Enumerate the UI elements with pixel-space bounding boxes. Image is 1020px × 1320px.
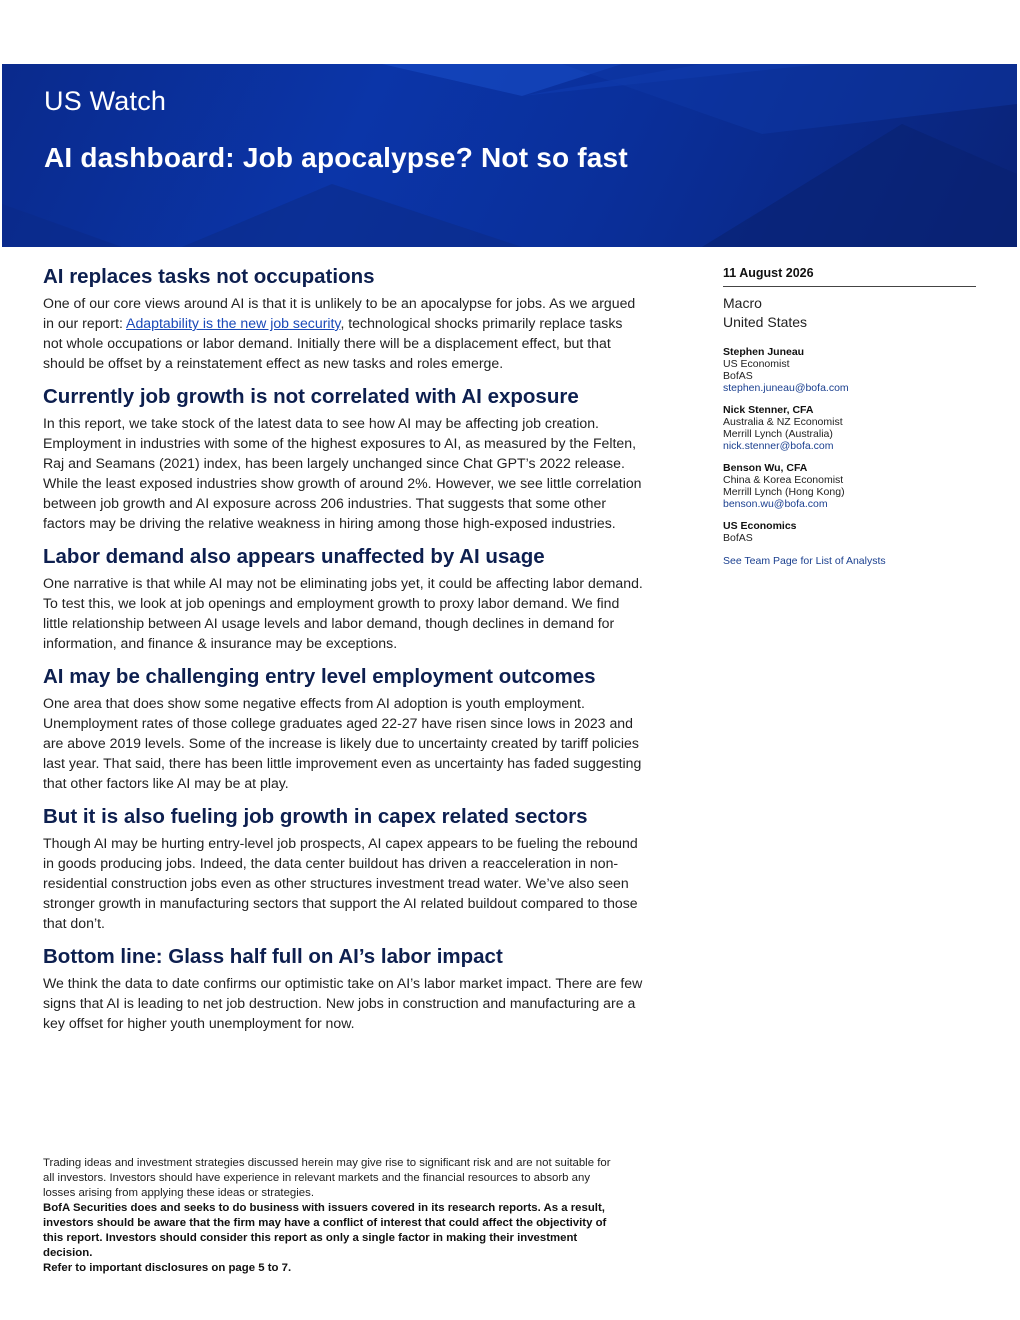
report-region [723, 294, 976, 332]
disclosures-reference: Refer to important disclosures on page 5 to 7. [43, 1262, 292, 1274]
analyst-title: US Economist [723, 358, 790, 370]
analyst-firm: Merrill Lynch (Australia) [723, 428, 833, 440]
disclaimer-text: Trading ideas and investment strategies discussed herein may give rise to significant risk and are not suitable for all investors. Investors should have experience in relevant markets and the financial resources to absorb any losses arising from applying these ideas or strategies. [43, 1157, 611, 1199]
disclaimer-conflict: BofA Securities does and seeks to do business with issuers covered in its research reports. As a result, investors should be aware that the firm may have a conflict of interest that could affect the objectivity of this report. Investors should consider this report as only a single factor in making their investment decision. [43, 1202, 607, 1259]
team-card [723, 520, 976, 544]
report-series: US Watch [44, 86, 167, 116]
analyst-name: Stephen Juneau [723, 346, 805, 358]
section-heading: Labor demand also appears unaffected by AI usage [43, 545, 545, 568]
analyst-title: Australia & NZ Economist [723, 416, 843, 428]
analyst-email[interactable]: nick.stenner@bofa.com [723, 440, 834, 452]
section-tasks [43, 264, 643, 373]
analyst-name: Benson Wu, CFA [723, 462, 808, 474]
section-labor-demand [43, 544, 643, 653]
team-page-link[interactable]: See Team Page for List of Analysts [723, 555, 886, 567]
section-body: One area that does show some negative effects from AI adoption is youth employment. Unemployment rates of those college graduates aged 22-27 have risen since lows in 2023 and are above 2019 levels. Some of the increase is likely due to uncertainty created by tariff policies last year. That said, there has been little improvement even as uncertainty has faded suggesting that other factors like AI may be at play. [43, 695, 642, 791]
section-heading: Bottom line: Glass half full on AI’s labor impact [43, 945, 503, 968]
section-heading: AI may be challenging entry level employment outcomes [43, 665, 596, 688]
analyst-email[interactable]: benson.wu@bofa.com [723, 498, 828, 510]
section-capex [43, 804, 643, 933]
main-content [43, 264, 643, 1044]
section-body-text: , technological shocks primarily replace tasks not whole occupations or labor demand. Initially there will be a displacement effect, but that should be offset by a reinstatement effect as new tasks and roles emerge. [43, 315, 623, 371]
team-name: US Economics [723, 520, 797, 532]
section-job-growth [43, 384, 643, 533]
analyst-email[interactable]: stephen.juneau@bofa.com [723, 382, 849, 394]
analyst-name: Nick Stenner, CFA [723, 404, 814, 416]
section-body-text: One of our core views around AI is that it is unlikely to be an apocalypse for jobs. As we argued in our report: [43, 295, 636, 331]
section-entry-level [43, 664, 643, 793]
section-heading: But it is also fueling job growth in capex related sectors [43, 805, 588, 828]
section-body: Though AI may be hurting entry-level job prospects, AI capex appears to be fueling the rebound in goods producing jobs. Indeed, the data center buildout has driven a reacceleration in non-residential construction jobs even as other structures investment tread water. We’ve also seen stronger growth in manufacturing sectors that support the AI related buildout compared to those that don’t. [43, 835, 638, 931]
section-body: One narrative is that while AI may not be eliminating jobs yet, it could be affecting labor demand. To test this, we look at job openings and employment growth to proxy labor demand. We find little relationship between AI usage levels and labor demand, though declines in demand for information, and finance & insurance may be exceptions. [43, 575, 643, 651]
section-body: In this report, we take stock of the latest data to see how AI may be affecting job creation. Employment in industries with some of the highest exposures to AI, as measured by the Felten, Raj and Seamans (2021) index, has been largely unchanged since Chat GPT’s 2022 release. While the least exposed industries show growth of around 2%. However, we see little correlation between job growth and AI exposure across 206 industries. That suggests that some other factors may be driving the relative weakness in hiring among those high-exposed industries. [43, 415, 642, 531]
region-label: United States [723, 314, 808, 330]
disclaimer [43, 1156, 613, 1276]
analyst-card [723, 404, 976, 452]
section-body: We think the data to date confirms our optimistic take on AI’s labor market impact. There are few signs that AI is leading to net job destruction. New jobs in construction and manufacturing are a key offset for higher youth unemployment for now. [43, 975, 643, 1031]
header-banner [2, 64, 1017, 247]
section-heading: AI replaces tasks not occupations [43, 265, 375, 288]
sidebar [723, 266, 976, 567]
analyst-card [723, 462, 976, 510]
analyst-firm: Merrill Lynch (Hong Kong) [723, 486, 845, 498]
category-label: Macro [723, 295, 762, 311]
analyst-title: China & Korea Economist [723, 474, 844, 486]
report-date: 11 August 2026 [723, 266, 976, 287]
section-body [43, 293, 643, 373]
team-firm: BofAS [723, 532, 753, 544]
analyst-firm: BofAS [723, 370, 753, 382]
section-heading: Currently job growth is not correlated with AI exposure [43, 385, 579, 408]
section-bottom-line [43, 944, 643, 1033]
analyst-card [723, 346, 976, 394]
report-title: AI dashboard: Job apocalypse? Not so fast [44, 142, 628, 173]
report-link[interactable]: Adaptability is the new job security [126, 315, 341, 331]
